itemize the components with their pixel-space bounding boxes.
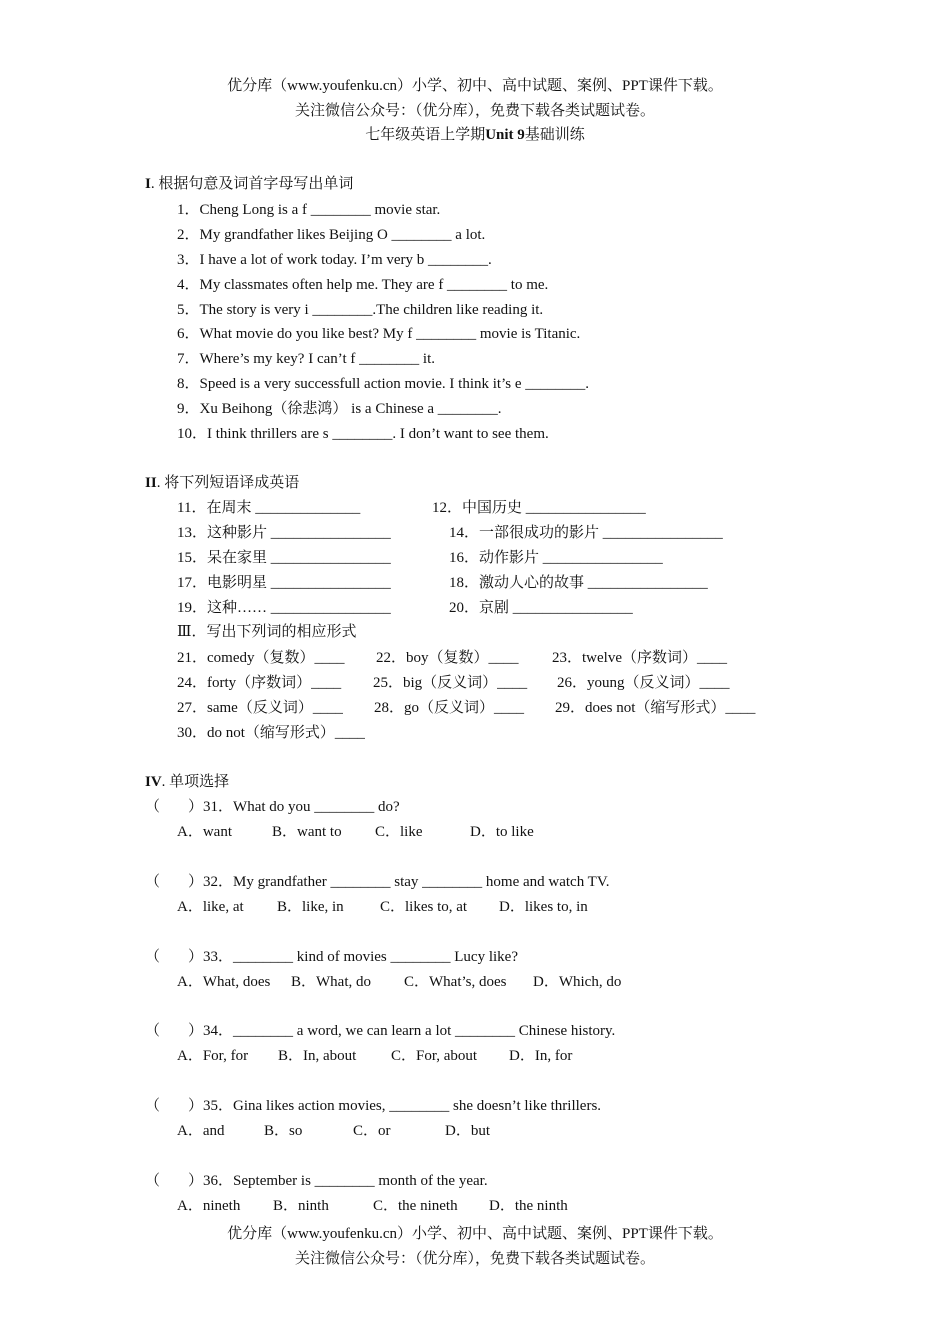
phrase-20: 20．京剧 ________________ — [449, 600, 633, 616]
question-2: 2．My grandfather likes Beijing O ________ a lot. — [177, 227, 486, 243]
question-stem: 36．September is ________ month of the year. — [203, 1173, 488, 1189]
section-2-numeral: II — [145, 475, 157, 491]
question-4: 4．My classmates often help me. They are f ________ to me. — [177, 277, 549, 293]
word-form-29: 29．does not（缩写形式）____ — [555, 700, 756, 716]
question-5: 5．The story is very i ________.The children like reading it. — [177, 302, 544, 318]
word-form-25: 25．big（反义词）____ — [373, 675, 528, 691]
header-wechat-line: 关注微信公众号：（优分库），免费下载各类试题试卷。 — [294, 103, 655, 119]
phrase-14: 14．一部很成功的影片 ________________ — [449, 525, 723, 541]
section-2-title: . 将下列短语译成英语 — [156, 475, 300, 491]
option-35-b: B．so — [264, 1123, 303, 1139]
phrase-17: 17．电影明星 ________________ — [177, 575, 391, 591]
title-unit: Unit 9 — [485, 127, 525, 143]
answer-paren-open: （ — [145, 1173, 161, 1189]
word-form-30: 30．do not（缩写形式）____ — [177, 725, 365, 741]
word-form-26: 26．young（反义词）____ — [557, 675, 730, 691]
question-7: 7．Where’s my key? I can’t f ________ it. — [177, 351, 435, 367]
document-title — [0, 123, 950, 144]
word-form-28: 28．go（反义词）____ — [374, 700, 525, 716]
choice-question-36 — [145, 1169, 488, 1190]
answer-paren-open: （ — [145, 799, 161, 815]
phrase-12: 12．中国历史 ________________ — [432, 500, 646, 516]
option-33-a: A．What, does — [177, 974, 271, 990]
option-31-d: D．to like — [470, 824, 534, 840]
option-31-b: B．want to — [272, 824, 342, 840]
section-1-heading — [145, 172, 353, 193]
section-4-title: . 单项选择 — [161, 774, 230, 790]
answer-paren-open: （ — [145, 874, 161, 890]
footer-wechat-line: 关注微信公众号：（优分库），免费下载各类试题试卷。 — [294, 1251, 655, 1267]
answer-paren-close: ） — [188, 1098, 204, 1114]
question-stem: 33．________ kind of movies ________ Lucy like? — [203, 949, 518, 965]
answer-paren-close: ） — [188, 949, 204, 965]
question-stem: 35．Gina likes action movies, ________ she doesn’t like thrillers. — [203, 1098, 602, 1114]
word-form-22: 22．boy（复数）____ — [376, 650, 519, 666]
option-36-b: B．ninth — [273, 1198, 329, 1214]
phrase-13: 13．这种影片 ________________ — [177, 525, 391, 541]
question-stem: 34．________ a word, we can learn a lot ________ Chinese history. — [203, 1023, 616, 1039]
question-3: 3．I have a lot of work today. I’m very b ________. — [177, 252, 492, 268]
option-33-c: C．What’s, does — [404, 974, 507, 990]
option-31-c: C．like — [375, 824, 423, 840]
answer-paren-open: （ — [145, 1023, 161, 1039]
option-31-a: A．want — [177, 824, 232, 840]
choice-question-31 — [145, 795, 400, 816]
answer-paren-open: （ — [145, 1098, 161, 1114]
title-suffix: 基础训练 — [524, 127, 585, 143]
phrase-18: 18．激动人心的故事 ________________ — [449, 575, 708, 591]
option-32-b: B．like, in — [277, 899, 344, 915]
option-35-a: A．and — [177, 1123, 225, 1139]
word-form-27: 27．same（反义词）____ — [177, 700, 343, 716]
choice-question-34 — [145, 1019, 615, 1040]
question-8: 8．Speed is a very successfull action movie. I think it’s e ________. — [177, 376, 590, 392]
title-prefix: 七年级英语上学期 — [365, 127, 486, 143]
question-1: 1．Cheng Long is a f ________ movie star. — [177, 202, 441, 218]
answer-paren-close: ） — [188, 874, 204, 890]
question-stem: 31．What do you ________ do? — [203, 799, 400, 815]
footer-site-line: 优分库（www.youfenku.cn）小学、初中、高中试题、案例、PPT课件下载。 — [227, 1226, 723, 1242]
option-36-c: C．the nineth — [373, 1198, 458, 1214]
phrase-19: 19．这种…… ________________ — [177, 600, 391, 616]
section-2-heading — [145, 471, 299, 492]
option-33-d: D．Which, do — [533, 974, 622, 990]
option-35-d: D．but — [445, 1123, 491, 1139]
phrase-11: 11．在周末 ______________ — [177, 500, 361, 516]
answer-paren-open: （ — [145, 949, 161, 965]
section-1-numeral: I — [145, 176, 151, 192]
choice-question-33 — [145, 945, 518, 966]
option-34-b: B．In, about — [278, 1048, 357, 1064]
word-form-24: 24．forty（序数词）____ — [177, 675, 342, 691]
question-stem: 32．My grandfather ________ stay ________ home and watch TV. — [203, 874, 610, 890]
option-34-d: D．In, for — [509, 1048, 573, 1064]
header-site-line: 优分库（www.youfenku.cn）小学、初中、高中试题、案例、PPT课件下载。 — [227, 78, 723, 94]
phrase-15: 15．呆在家里 ________________ — [177, 550, 391, 566]
option-33-b: B．What, do — [291, 974, 371, 990]
question-9: 9．Xu Beihong（徐悲鸿） is a Chinese a ________. — [177, 401, 502, 417]
question-10: 10．I think thrillers are s ________. I don’t want to see them. — [177, 426, 549, 442]
section-1-title: . 根据句意及词首字母写出单词 — [150, 176, 354, 192]
option-32-c: C．likes to, at — [380, 899, 468, 915]
option-32-a: A．like, at — [177, 899, 244, 915]
word-form-23: 23．twelve（序数词）____ — [552, 650, 727, 666]
section-4-numeral: IV — [145, 774, 162, 790]
question-6: 6．What movie do you like best? My f ________ movie is Titanic. — [177, 326, 581, 342]
option-36-d: D．the ninth — [489, 1198, 568, 1214]
option-35-c: C．or — [353, 1123, 391, 1139]
option-34-a: A．For, for — [177, 1048, 249, 1064]
word-form-21: 21．comedy（复数）____ — [177, 650, 345, 666]
answer-paren-close: ） — [188, 1023, 204, 1039]
choice-question-35 — [145, 1094, 601, 1115]
option-34-c: C．For, about — [391, 1048, 478, 1064]
answer-paren-close: ） — [188, 799, 204, 815]
section-3-heading: Ⅲ．写出下列词的相应形式 — [177, 624, 357, 640]
option-32-d: D．likes to, in — [499, 899, 588, 915]
phrase-16: 16．动作影片 ________________ — [449, 550, 663, 566]
option-36-a: A．nineth — [177, 1198, 241, 1214]
answer-paren-close: ） — [188, 1173, 204, 1189]
choice-question-32 — [145, 870, 610, 891]
section-4-heading — [145, 770, 229, 791]
